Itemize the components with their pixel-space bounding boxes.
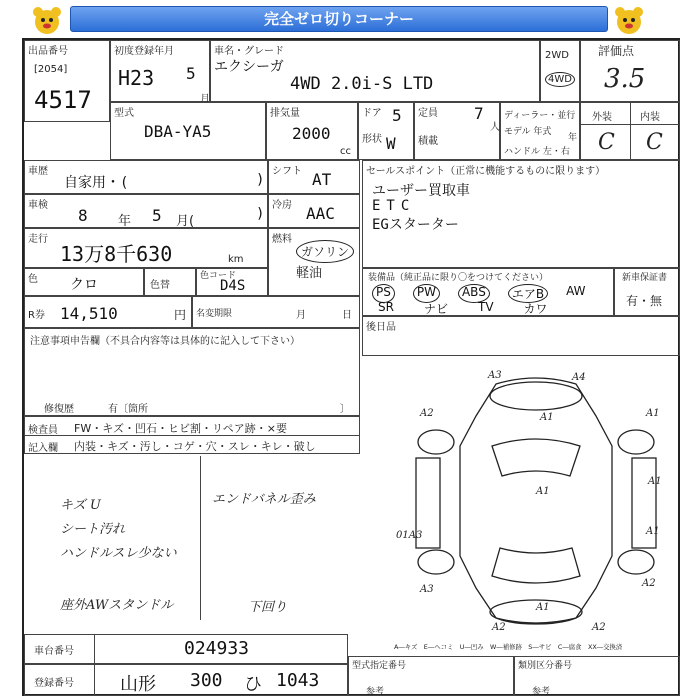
plate-region: 山形 — [120, 674, 156, 695]
ac-value: AAC — [306, 204, 335, 223]
mark-a2-rear: A2 — [492, 622, 506, 633]
repair-label: 修復歴 — [44, 404, 74, 415]
category-sub: 参考 — [532, 687, 551, 697]
mark-a1-rightlower: A1 — [646, 526, 660, 537]
shift-value: AT — [312, 170, 332, 189]
notes-label: 注意事項申告欄（不具合内容等は具体的に記入して下さい） — [30, 336, 300, 347]
handnote-left-1: キズ U — [60, 498, 101, 513]
rear-left-wheel — [418, 550, 454, 574]
score-value: 3.5 — [604, 64, 646, 94]
mileage-unit: km — [228, 254, 244, 265]
mark-a4-top: A4 — [572, 372, 586, 383]
equip-abs: ABS — [458, 284, 490, 303]
recycle-label: R券 — [28, 310, 45, 321]
drive-value: 4WD — [545, 72, 575, 87]
sales-point-3: EGスターター — [372, 217, 459, 233]
disp-value: 2000 — [292, 124, 331, 143]
title-change-day: 日 — [342, 310, 352, 321]
model-year-label: モデル 年式 — [504, 127, 552, 137]
history-label: 車歴 — [28, 166, 48, 177]
reg-label: 初度登録年月 — [114, 46, 174, 57]
plate-kana: ひ — [244, 674, 262, 695]
equip-row-2 — [378, 300, 618, 317]
repair-value: 有〔箇所 — [108, 404, 148, 415]
inspection-month: 5 — [152, 206, 162, 225]
title-change-month: 月 — [296, 310, 306, 321]
int-score: C — [646, 130, 663, 155]
inspection-box — [24, 194, 268, 228]
back-box — [362, 316, 680, 356]
handnote-right-2: 下回り — [248, 600, 288, 615]
score-label: 評価点 — [598, 44, 635, 58]
mark-a1-mid: A1 — [536, 602, 550, 613]
mark-a2-rearright: A2 — [592, 622, 606, 633]
handnote-left-4: 座外AWスタンドル — [60, 598, 174, 613]
color-label: 色 — [28, 274, 38, 285]
inspection-year-unit: 年 — [118, 214, 132, 229]
shift-label: シフト — [272, 166, 302, 177]
check-label-2: 記入欄 — [28, 443, 58, 454]
sales-point-1: ユーザー買取車 — [372, 183, 470, 199]
reg-month-unit: 月 — [200, 94, 210, 105]
equip-ps: PS — [372, 284, 395, 303]
mark-a3-top: A3 — [488, 370, 502, 381]
shape-value: W — [386, 134, 396, 153]
plate-class: 300 — [190, 670, 223, 691]
disp-label: 排気量 — [270, 108, 300, 119]
dealer-label: ディーラー・並行 — [504, 111, 576, 121]
equip-navi: ナビ — [423, 302, 448, 316]
mascot-bear-left-icon — [30, 5, 64, 37]
front-bumper — [490, 382, 582, 410]
designation-sub: 参考 — [366, 687, 385, 697]
equip-label: 装備品（純正品に限り〇をつけてください） — [368, 273, 549, 283]
fuel-gas: ガソリン — [296, 240, 354, 263]
plate-label: 登録番号 — [34, 678, 74, 689]
seats-value: 7 — [474, 104, 484, 123]
history-box — [24, 160, 268, 194]
check-label-1: 検査員 — [28, 425, 58, 436]
mark-a1-front: A1 — [540, 412, 554, 423]
ac-label: 冷房 — [272, 200, 292, 211]
capacity-label: 積載 — [418, 136, 438, 147]
fuel-diesel: 軽油 — [296, 266, 323, 281]
mark-01a3-left: 01A3 — [396, 530, 423, 541]
sales-label: セールスポイント（正常に機能するものに限ります） — [366, 166, 606, 177]
banner-title: 完全ゼロ切りコーナー — [263, 10, 414, 28]
mark-a1-right: A1 — [646, 408, 660, 419]
color-code-label: 色コード — [200, 271, 237, 281]
model-label: 車名・グレード — [214, 46, 284, 57]
designation-label: 型式指定番号 — [352, 661, 407, 671]
chassis-label: 車台番号 — [34, 646, 74, 657]
repair-close: 〕 — [340, 404, 350, 415]
year-unit: 年 — [568, 133, 578, 143]
seats-label: 定員 — [418, 108, 438, 119]
lot-number: 4517 — [34, 86, 92, 114]
category-label: 類別区分番号 — [518, 661, 573, 671]
recycle-value: 14,510 — [60, 304, 118, 323]
mark-a2-left: A2 — [420, 408, 434, 419]
mileage-label: 走行 — [28, 234, 48, 245]
fuel-label: 燃料 — [272, 234, 292, 245]
equip-tv: TV — [477, 300, 494, 314]
front-right-wheel — [618, 430, 654, 454]
color-change-label: 色替 — [150, 280, 170, 291]
seats-unit: 人 — [490, 122, 500, 133]
ext-label: 外装 — [592, 112, 612, 123]
banner — [70, 6, 608, 32]
mark-a1-rightside: A1 — [648, 476, 662, 487]
mark-a3-rearleft: A3 — [420, 584, 434, 595]
history-value: 自家用・( — [64, 175, 129, 191]
mark-a2-rightrear: A2 — [642, 578, 656, 589]
reg-era: H23 — [118, 66, 155, 90]
legend: A―キズ E―ヘコミ U―凹み W―補修跡 S―サビ C―腐食 XX―交換済 — [394, 643, 623, 651]
rear-window — [492, 548, 580, 583]
sales-point-2: ETC — [372, 198, 416, 214]
drive-label: 2WD — [545, 50, 569, 61]
color-value: クロ — [70, 277, 98, 293]
front-left-wheel — [418, 430, 454, 454]
handnote-right-1: エンドバネル歪み — [212, 492, 316, 507]
recycle-unit: 円 — [174, 308, 187, 322]
model-name: エクシーガ — [214, 59, 284, 75]
rear-right-wheel — [618, 550, 654, 574]
lot-sub: [2054] — [34, 64, 68, 75]
damage-diagram — [396, 366, 676, 636]
inspection-close: ) — [256, 206, 265, 222]
warranty-label: 新車保証書 — [622, 273, 668, 283]
mileage-value: 13万8千630 — [60, 242, 173, 266]
chassis-value: 024933 — [184, 638, 250, 659]
handnote-left-3: ハンドルスレ少ない — [60, 546, 177, 561]
title-change-label: 名変期限 — [196, 309, 233, 319]
handnote-left-2: シート汚れ — [60, 522, 126, 537]
inspection-label: 車検 — [28, 200, 48, 211]
warranty-value: 有・無 — [626, 294, 663, 308]
model-grade: 4WD 2.0i-S LTD — [290, 74, 434, 94]
handle-label: ハンドル 左・右 — [504, 147, 570, 157]
equip-aw: AW — [566, 284, 586, 298]
equip-pw: PW — [413, 284, 440, 303]
reg-month: 5 — [186, 64, 196, 83]
doors-value: 5 — [392, 106, 402, 125]
back-label: 後日品 — [366, 322, 396, 333]
int-label: 内装 — [640, 112, 660, 123]
windshield — [492, 439, 580, 476]
equip-leather: カワ — [523, 302, 548, 316]
mark-a1-center: A1 — [536, 486, 550, 497]
mascot-bear-right-icon — [612, 5, 646, 37]
inspection-month-unit: 月( — [176, 214, 195, 229]
history-close: ) — [256, 172, 265, 188]
type-value: DBA-YA5 — [144, 122, 212, 141]
doors-label: ドア — [362, 108, 382, 119]
shape-label: 形状 — [362, 134, 382, 145]
equip-airbag: エアB — [508, 284, 548, 303]
check-row-2: 内装・キズ・汚し・コゲ・穴・スレ・キレ・破し — [74, 440, 316, 453]
plate-number: 1043 — [276, 670, 320, 691]
lot-label: 出品番号 — [28, 46, 68, 57]
color-code: D4S — [220, 278, 246, 294]
check-row-1: FW・キズ・凹石・ヒビ割・リペア跡・×要 — [74, 422, 287, 435]
type-label: 型式 — [114, 108, 134, 119]
ext-score: C — [598, 130, 615, 155]
equip-sr: SR — [378, 300, 394, 314]
inspection-year: 8 — [78, 206, 88, 225]
car-outline — [460, 378, 612, 623]
disp-unit: cc — [340, 146, 351, 157]
